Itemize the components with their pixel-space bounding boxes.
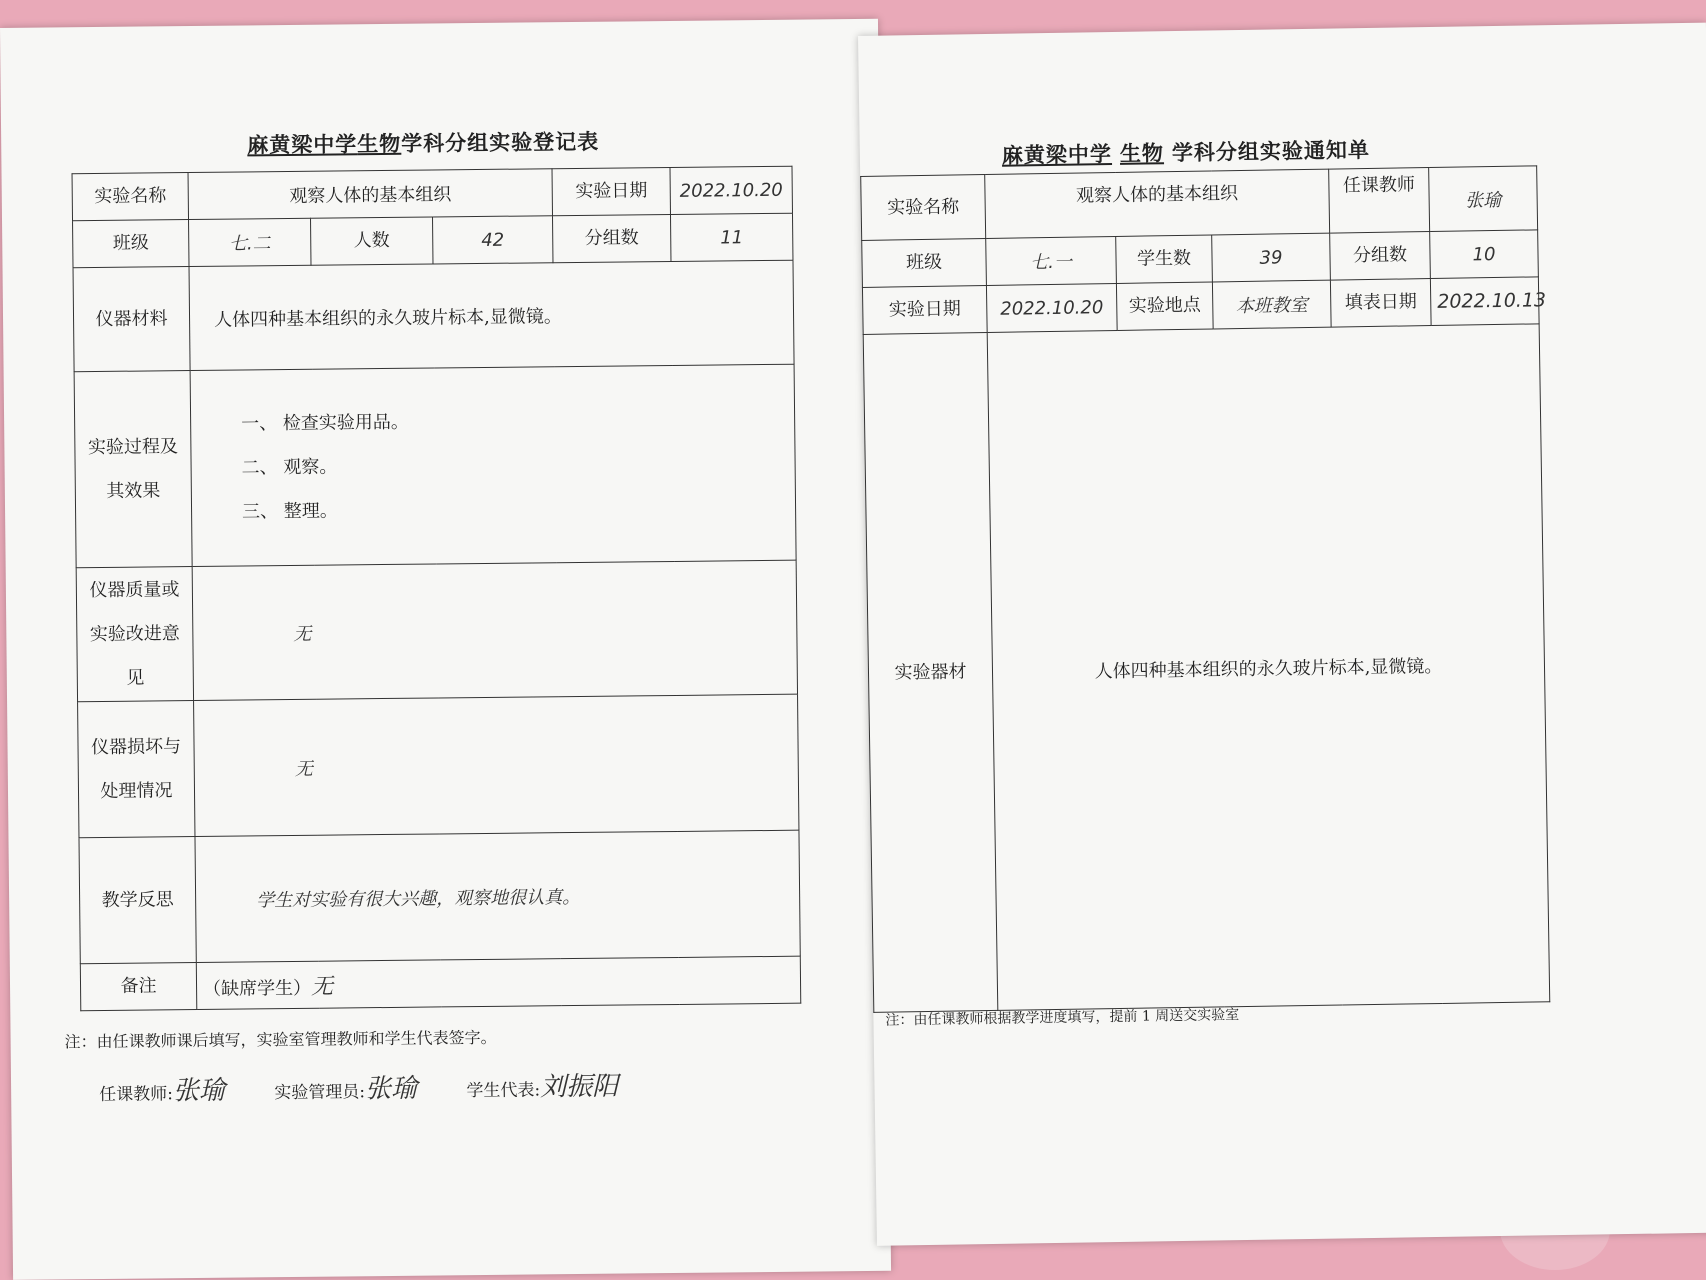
table-row [74, 364, 796, 568]
value-remarks [196, 956, 800, 1009]
label-experiment-name: 实验名称 [72, 173, 188, 221]
table-row [80, 956, 800, 1011]
label-class: 班级 [862, 239, 987, 288]
title-rest: 学科分组实验登记表 [401, 128, 600, 156]
label-experiment-date: 实验日期 [552, 167, 670, 215]
value-groups: 11 [671, 213, 793, 261]
label-count: 人数 [311, 217, 433, 265]
label-instruments: 仪器材料 [73, 267, 190, 372]
value-teacher-signature: 张瑜 [172, 1075, 226, 1107]
value-experiment-name: 观察人体的基本组织 [985, 169, 1330, 238]
label-teacher: 任课教师 [1329, 168, 1430, 234]
value-class: 七.一 [986, 236, 1117, 285]
value-damage: 无 [194, 694, 799, 836]
value-teacher: 张瑜 [1429, 166, 1538, 232]
title-subject: 生物 [357, 130, 402, 157]
label-materials: 实验器材 [863, 333, 998, 1013]
table-row [72, 166, 792, 221]
label-experiment-name: 实验名称 [861, 175, 986, 241]
table-row [863, 324, 1550, 1013]
registration-table [72, 166, 802, 1012]
remarks-value: 无 [310, 974, 334, 1000]
process-step: 二、 观察。 [241, 455, 338, 478]
left-note: 注：由任课教师课后填写，实验室管理教师和学生代表签字。 [64, 1027, 497, 1052]
table-row [73, 213, 793, 268]
value-admin-signature: 张瑜 [364, 1073, 418, 1105]
value-count: 42 [433, 216, 554, 264]
value-groups: 10 [1430, 230, 1539, 279]
label-damage: 仪器损坏与处理情况 [78, 701, 195, 838]
label-remarks: 备注 [80, 962, 196, 1010]
sheet-title [1002, 134, 1370, 170]
label-fill-date: 填表日期 [1330, 279, 1431, 328]
label-student: 学生代表: [466, 1080, 541, 1102]
notice-sheet [858, 23, 1706, 1246]
remarks-prefix: （缺席学生） [202, 977, 312, 1000]
value-location: 本班教室 [1212, 280, 1331, 329]
label-teacher: 任课教师: [99, 1084, 174, 1106]
title-school: 麻黄梁中学 [247, 131, 358, 158]
label-admin: 实验管理员: [274, 1082, 366, 1104]
sheet-title [247, 126, 599, 160]
value-experiment-date: 2022.10.20 [670, 166, 792, 214]
label-groups: 分组数 [553, 214, 671, 262]
label-process: 实验过程及其效果 [74, 371, 192, 568]
value-materials: 人体四种基本组织的永久玻片标本,显微镜。 [987, 324, 1550, 1011]
value-process [190, 364, 796, 566]
value-reflection: 学生对实验有很大兴趣，观察地很认真。 [195, 830, 800, 962]
notice-table [860, 165, 1550, 1013]
title-rest: 学科分组实验通知单 [1171, 136, 1371, 166]
label-class: 班级 [73, 220, 189, 268]
table-row [78, 694, 799, 838]
label-experiment-date: 实验日期 [862, 286, 987, 335]
table-row [79, 830, 800, 964]
value-experiment-name: 观察人体的基本组织 [188, 169, 552, 220]
label-reflection: 教学反思 [79, 837, 196, 964]
value-fill-date: 2022.10.13 [1430, 277, 1539, 326]
process-step: 一、 检查实验用品。 [241, 411, 409, 434]
process-step: 三、 整理。 [241, 499, 338, 522]
table-row [861, 166, 1538, 241]
right-note: 注：由任课教师根据教学进度填写，提前 1 周送交实验室 [885, 1007, 1240, 1029]
value-quality: 无 [192, 560, 797, 700]
value-students: 39 [1212, 233, 1331, 282]
table-row [73, 260, 794, 372]
value-class: 七.二 [189, 218, 311, 266]
table-row [76, 560, 797, 702]
value-student-signature: 刘振阳 [540, 1071, 619, 1103]
registration-sheet [0, 19, 891, 1280]
signature-row [99, 1065, 662, 1108]
value-experiment-date: 2022.10.20 [986, 283, 1117, 332]
label-groups: 分组数 [1330, 232, 1431, 281]
label-students: 学生数 [1116, 235, 1213, 284]
title-school: 麻黄梁中学 [1001, 141, 1113, 168]
value-instruments: 人体四种基本组织的永久玻片标本,显微镜。 [189, 260, 794, 370]
label-location: 实验地点 [1116, 282, 1213, 331]
title-subject: 生物 [1119, 140, 1165, 166]
label-quality: 仪器质量或实验改进意见 [76, 567, 193, 702]
